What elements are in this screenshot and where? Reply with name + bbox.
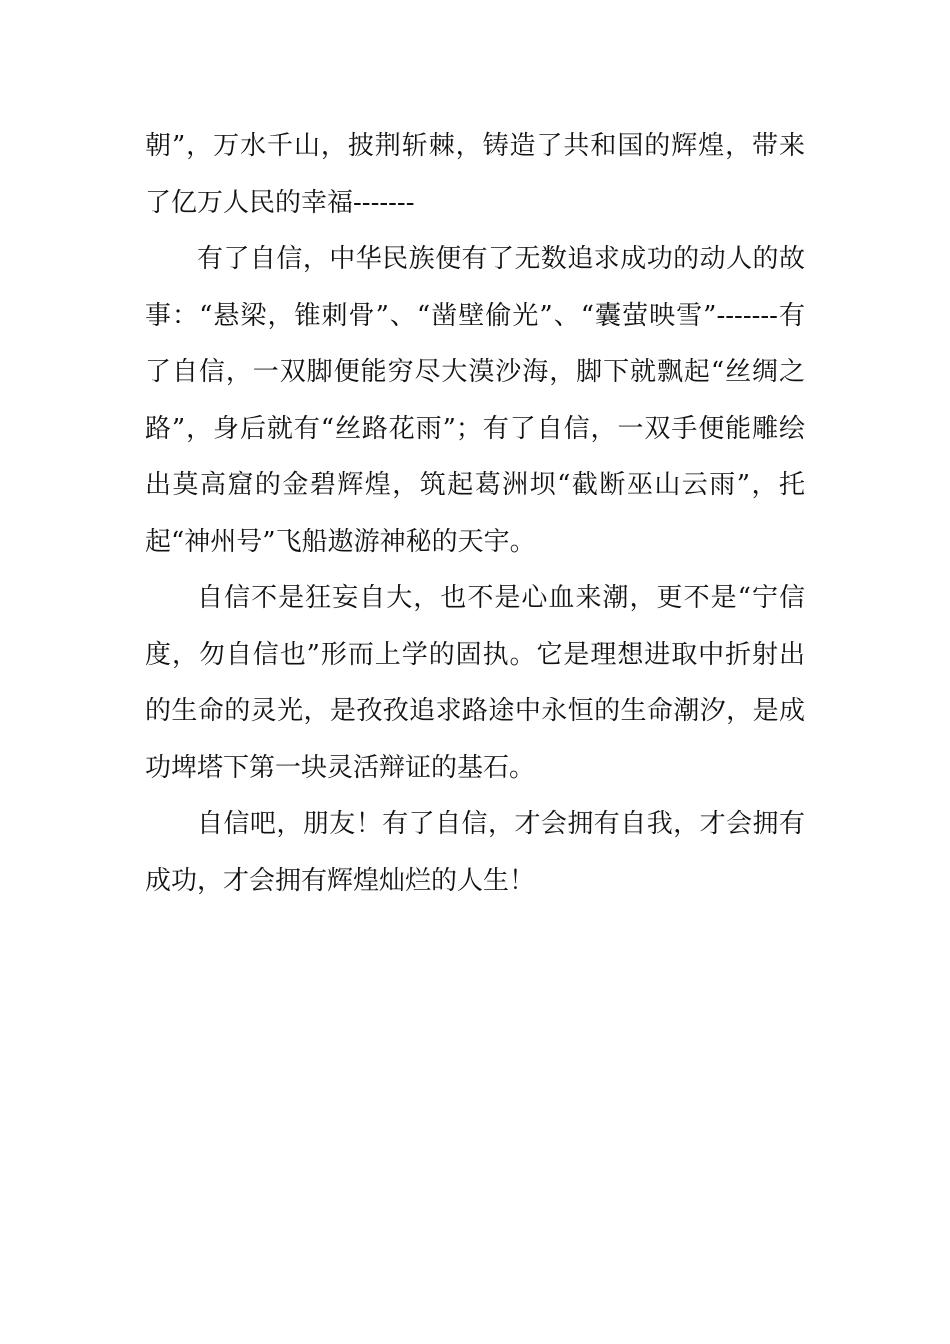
- paragraph-confidence-stories: 有了自信，中华民族便有了无数追求成功的动人的故事：“悬梁，锥刺骨”、“凿壁偷光”、“囊萤映雪”-------有了自信，一双脚便能穷尽大漠沙海，脚下就飘起“丝绸之路”，身后就有“丝路花雨”；有了自信，一双手便能雕绘出莫高窟的金碧辉煌，筑起葛洲坝“截断巫山云雨”，托起“神州号”飞船遨游神秘的天宇。: [145, 244, 805, 557]
- paragraph-continued: 朝”，万水千山，披荆斩棘，铸造了共和国的辉煌，带来了亿万人民的幸福-------: [145, 131, 805, 218]
- document-body: [145, 118, 805, 909]
- paragraph-confidence-definition: 自信不是狂妄自大，也不是心血来潮，更不是“宁信度，勿自信也”形而上学的固执。它是理想进取中折射出的生命的灵光，是孜孜追求路途中永恒的生命潮汐，是成功埤塔下第一块灵活辩证的基石。: [145, 583, 805, 783]
- paragraph-conclusion: 自信吧，朋友！有了自信，才会拥有自我，才会拥有成功，才会拥有辉煌灿烂的人生！: [145, 809, 805, 896]
